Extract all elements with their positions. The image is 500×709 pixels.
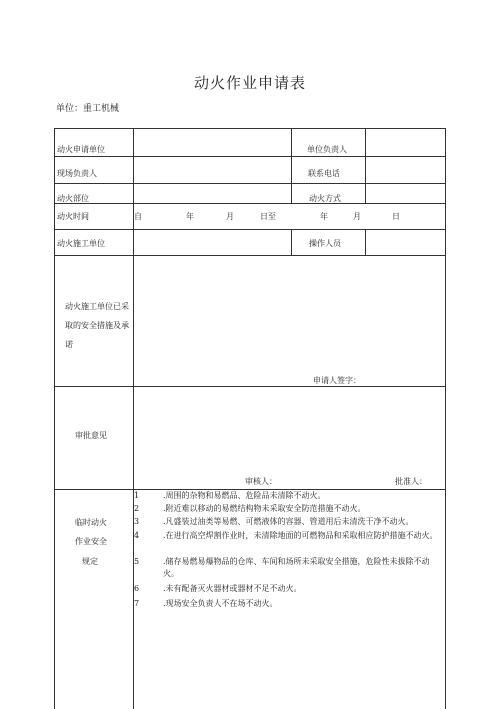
rules-label-line-2: 作业安全	[75, 537, 107, 546]
rule-text: .附近难以移动的易燃结构物未采取安全防范措施不动火。	[163, 504, 366, 513]
start-year-text: 年	[186, 212, 194, 221]
rule-number: 3	[134, 517, 140, 526]
row-divider	[55, 229, 445, 230]
rule-number: 4	[134, 531, 140, 540]
row-divider	[55, 203, 445, 204]
start-day-to-text: 日至	[260, 212, 276, 221]
unit-line: 单位：重工机械	[56, 104, 120, 114]
rule-text: .现场安全负责人不在场不动火。	[163, 599, 278, 608]
column-divider	[291, 229, 292, 255]
site-head-label: 现场负责人	[57, 169, 97, 178]
rule-text: .储存易燃易爆物品的仓库、车间和场所未采取安全措施，危险性未拔除不动火。	[163, 557, 430, 578]
column-divider	[365, 229, 366, 255]
row-divider	[55, 183, 445, 184]
location-label: 动火部位	[57, 194, 89, 203]
row-divider	[55, 489, 445, 490]
rule-text: .未有配备灭火器材或器材不足不动火。	[163, 584, 302, 593]
start-month-text: 月	[226, 212, 234, 221]
phone-label: 联系电话	[308, 169, 340, 178]
rules-label-line-3: 规定	[82, 557, 98, 566]
rule-text: .凡盛装过油类等易燃、可燃液体的容器、管道用后未清洗干净不动火。	[163, 517, 414, 526]
applicant-signature-label: 申请人签字：	[313, 376, 361, 385]
row-divider	[55, 386, 445, 387]
end-year-text: 年	[320, 212, 328, 221]
apply-unit-label: 动火申请单位	[57, 145, 105, 154]
row-divider	[55, 156, 445, 157]
review-label: 审批意见	[75, 431, 107, 440]
rule-text: .周围的杂物和易燃品、危险品未清除不动火。	[163, 491, 326, 500]
form-title: 动火作业申请表	[193, 74, 306, 92]
unit-head-label: 单位负责人	[307, 145, 347, 154]
measures-label: 动火施工单位已采取的安全措施及承诺	[65, 302, 129, 349]
method-label: 动火方式	[309, 194, 341, 203]
column-divider	[291, 129, 292, 203]
time-label: 动火时间	[57, 212, 89, 221]
construction-unit-label: 动火施工单位	[57, 239, 105, 248]
reviewer-label: 审核人：	[245, 477, 277, 486]
approver-label: 批准人：	[395, 477, 427, 486]
rules-label-line-1: 临时动火	[75, 518, 107, 527]
rule-number: 5	[134, 557, 140, 566]
application-table	[54, 128, 446, 709]
operator-label: 操作人员	[309, 239, 341, 248]
time-from-text: 自	[134, 212, 142, 221]
column-divider	[365, 129, 366, 203]
row-divider	[55, 255, 445, 256]
rule-number: 1	[134, 491, 140, 500]
end-month-text: 月	[353, 212, 361, 221]
rule-number: 7	[134, 599, 140, 608]
rule-text: .在进行高空焊割作业时，未清除地面的可燃物品和采取相应防护措施不动火。	[163, 531, 438, 540]
end-day-text: 日	[392, 212, 400, 221]
rule-number: 6	[134, 584, 140, 593]
rule-number: 2	[134, 504, 140, 513]
